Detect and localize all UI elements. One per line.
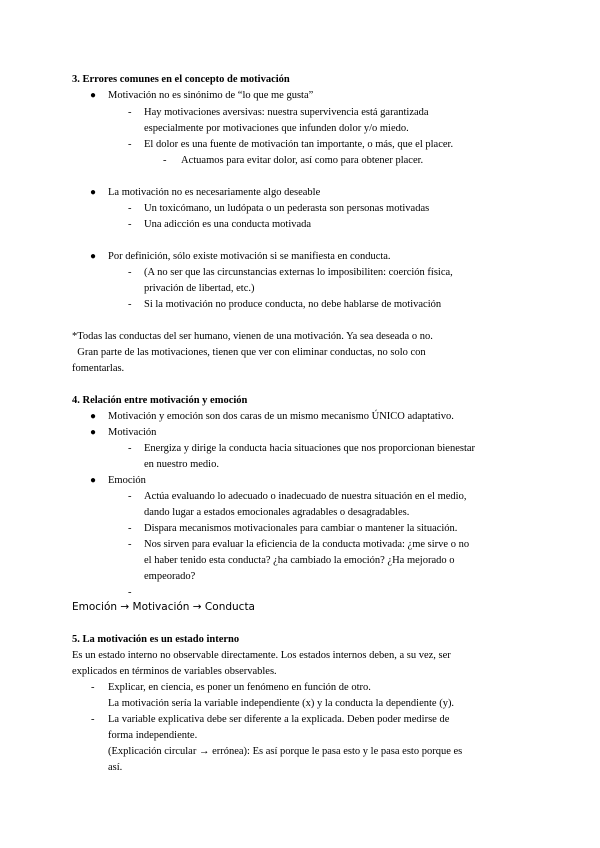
- bullet-marker: ●: [90, 90, 97, 101]
- s3-b1-dash-2: El dolor es una fuente de motivación tan importante, o más, que el placer.: [144, 139, 454, 150]
- s3-b2-dash-1: Un toxicómano, un ludópata o un pederasta son personas motivadas: [144, 203, 430, 214]
- emotion-motivation-chain: Emoción → Motivación → Conducta: [72, 601, 255, 613]
- dash-marker: -: [128, 299, 132, 310]
- dash-marker: -: [128, 443, 132, 454]
- dash-marker: -: [91, 714, 95, 725]
- dash-marker: -: [163, 155, 167, 166]
- s3-b1-dash-1-line-1: Hay motivaciones aversivas: nuestra supervivencia está garantizada: [144, 107, 429, 118]
- bullet-marker: ●: [90, 427, 97, 438]
- s5-paragraph-line-1: Es un estado interno no observable directamente. Los estados internos deben, a su vez, ser: [72, 650, 451, 661]
- s4-b3-dash-3-line-3: empeorado?: [144, 571, 196, 582]
- s3-b3-dash-2: Si la motivación no produce conducta, no debe hablarse de motivación: [144, 299, 442, 310]
- s5-dash-2-line-4: así.: [108, 762, 123, 773]
- dash-marker: -: [128, 491, 132, 502]
- dash-marker: -: [128, 107, 132, 118]
- s5-dash-1-line-2: La motivación sería la variable independiente (x) y la conducta la dependiente (y).: [108, 698, 455, 709]
- s3-b3-dash-1-line-1: (A no ser que las circunstancias externas lo imposibiliten: coerción física,: [144, 267, 453, 278]
- dash-marker: -: [128, 203, 132, 214]
- s3-b1-dash-1-line-2: especialmente por motivaciones que infunden dolor y/o miedo.: [144, 123, 409, 134]
- s4-bullet-1: Motivación y emoción son dos caras de un mismo mecanismo ÚNICO adaptativo.: [108, 411, 454, 422]
- bullet-marker: ●: [90, 475, 97, 486]
- dash-marker: -: [128, 523, 132, 534]
- s5-dash-2-line-2: forma independiente.: [108, 730, 198, 741]
- dash-marker: -: [128, 587, 132, 598]
- dash-marker: -: [128, 267, 132, 278]
- s3-b3-dash-1-line-2: privación de libertad, etc.): [144, 283, 255, 294]
- s4-b3-dash-2: Dispara mecanismos motivacionales para cambiar o mantener la situación.: [144, 523, 458, 534]
- s3-note-line-1: *Todas las conductas del ser humano, vienen de una motivación. Ya sea deseada o no.: [72, 331, 433, 342]
- s5-dash-1-line-1: Explicar, en ciencia, es poner un fenómeno en función de otro.: [108, 682, 371, 693]
- dash-marker: -: [128, 539, 132, 550]
- s3-b1-dash-2-sub: Actuamos para evitar dolor, así como para obtener placer.: [181, 155, 424, 166]
- s3-note-line-3: fomentarlas.: [72, 363, 125, 374]
- bullet-marker: ●: [90, 411, 97, 422]
- s3-note-line-2: Gran parte de las motivaciones, tienen que ver con eliminar conductas, no solo con: [72, 347, 426, 358]
- s4-b2-dash-1-line-2: en nuestro medio.: [144, 459, 219, 470]
- s4-bullet-2: Motivación: [108, 427, 157, 438]
- bullet-marker: ●: [90, 187, 97, 198]
- s4-b3-dash-3-line-2: el haber tenido esta conducta? ¿ha cambiado la emoción? ¿Ha mejorado o: [144, 555, 455, 566]
- s5-paragraph-line-2: explicados en términos de variables observables.: [72, 666, 277, 677]
- s4-b3-dash-1-line-1: Actúa evaluando lo adecuado o inadecuado de nuestra situación en el medio,: [144, 491, 467, 502]
- s4-b3-dash-1-line-2: dando lugar a estados emocionales agradables o desagradables.: [144, 507, 410, 518]
- section-5-heading: 5. La motivación es un estado interno: [72, 634, 240, 645]
- s4-bullet-3: Emoción: [108, 475, 146, 486]
- s3-b2-dash-2: Una adicción es una conducta motivada: [144, 219, 312, 230]
- s5-dash-2-line-1: La variable explicativa debe ser diferente a la explicada. Deben poder medirse de: [108, 714, 450, 725]
- dash-marker: -: [91, 682, 95, 693]
- section-4-heading: 4. Relación entre motivación y emoción: [72, 395, 248, 406]
- bullet-marker: ●: [90, 251, 97, 262]
- s3-bullet-2: La motivación no es necesariamente algo deseable: [108, 187, 321, 198]
- dash-marker: -: [128, 219, 132, 230]
- s4-b3-dash-3-line-1: Nos sirven para evaluar la eficiencia de la conducta motivada: ¿me sirve o no: [144, 539, 470, 550]
- section-3-heading: 3. Errores comunes en el concepto de motivación: [72, 74, 290, 85]
- dash-marker: -: [128, 139, 132, 150]
- s5-dash-2-line-3: (Explicación circular → errónea): Es así porque le pasa esto y le pasa esto porque es: [108, 746, 463, 757]
- s4-b2-dash-1-line-1: Energiza y dirige la conducta hacia situaciones que nos proporcionan bienestar: [144, 443, 476, 454]
- s3-bullet-3: Por definición, sólo existe motivación si se manifiesta en conducta.: [108, 251, 391, 262]
- s3-bullet-1: Motivación no es sinónimo de “lo que me gusta”: [108, 90, 314, 101]
